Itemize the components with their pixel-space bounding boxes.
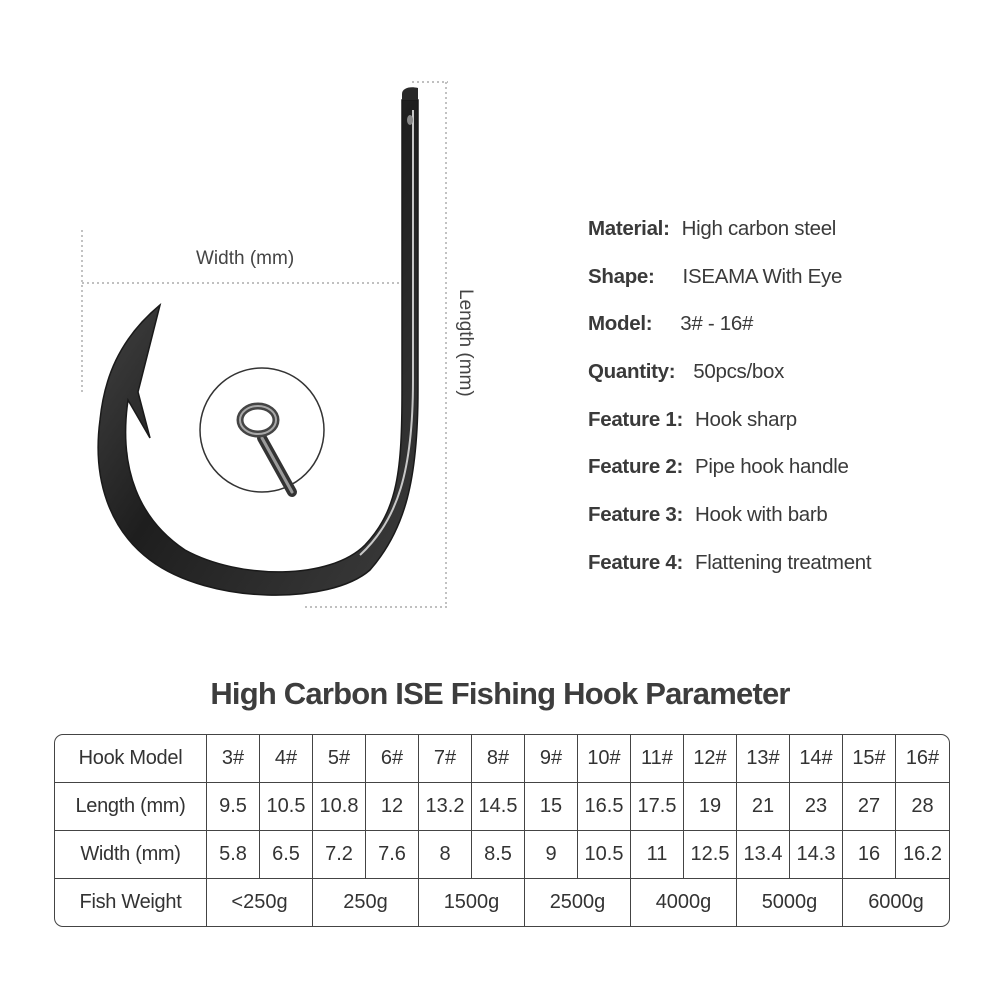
table-cell: 8.5	[472, 831, 525, 879]
table-cell: 2500g	[525, 879, 631, 926]
table-cell: 14.3	[790, 831, 843, 879]
table-cell: 16.2	[896, 831, 949, 879]
table-cell: 6#	[366, 735, 419, 783]
spec-label: Feature 3:	[588, 502, 683, 526]
spec-label: Feature 4:	[588, 550, 683, 574]
table-row-fish-weight	[55, 879, 949, 926]
spec-row	[588, 443, 993, 491]
table-cell: 3#	[207, 735, 260, 783]
spec-value: Pipe hook handle	[694, 455, 849, 479]
table-cell: <250g	[207, 879, 313, 926]
table-title: High Carbon ISE Fishing Hook Parameter	[210, 676, 790, 711]
table-cell: 8#	[472, 735, 525, 783]
hook-diagram	[0, 0, 560, 640]
spec-value: 3# - 16#	[680, 312, 754, 336]
spec-row	[588, 300, 993, 348]
table-row-width	[55, 831, 949, 879]
spec-label: Model:	[588, 312, 653, 336]
table-cell: 17.5	[631, 783, 684, 831]
table-cell: 16#	[896, 735, 949, 783]
table-cell: 13.4	[737, 831, 790, 879]
table-cell: 11#	[631, 735, 684, 783]
table-cell: 16.5	[578, 783, 631, 831]
table-cell: 27	[843, 783, 896, 831]
table-row-length	[55, 783, 949, 831]
spec-value: 50pcs/box	[693, 359, 785, 383]
table-cell: 5.8	[207, 831, 260, 879]
table-cell: 13.2	[419, 783, 472, 831]
table-cell: 19	[684, 783, 737, 831]
row-header: Fish Weight	[55, 879, 207, 926]
table-cell: 10#	[578, 735, 631, 783]
table-cell: 12	[366, 783, 419, 831]
spec-value: ISEAMA With Eye	[682, 264, 843, 288]
spec-value: Flattening treatment	[694, 550, 872, 574]
table-cell: 5#	[313, 735, 366, 783]
table-cell: 12.5	[684, 831, 737, 879]
spec-row	[588, 205, 993, 253]
table-cell: 6.5	[260, 831, 313, 879]
spec-label: Feature 1:	[588, 407, 683, 431]
spec-label: Quantity:	[588, 359, 676, 383]
spec-value: Hook sharp	[694, 407, 797, 431]
table-cell: 1500g	[419, 879, 525, 926]
row-header: Length (mm)	[55, 783, 207, 831]
table-cell: 14#	[790, 735, 843, 783]
table-cell: 4#	[260, 735, 313, 783]
table-cell: 28	[896, 783, 949, 831]
table-cell: 14.5	[472, 783, 525, 831]
table-cell: 15	[525, 783, 578, 831]
table-cell: 8	[419, 831, 472, 879]
width-label: Width (mm)	[196, 248, 295, 269]
row-header: Width (mm)	[55, 831, 207, 879]
table-cell: 5000g	[737, 879, 843, 926]
table-cell: 6000g	[868, 891, 924, 913]
table-cell: 16	[843, 831, 896, 879]
table-cell: 9#	[525, 735, 578, 783]
spec-row	[588, 348, 993, 396]
table-cell: 11	[631, 831, 684, 879]
table-cell: 10.5	[578, 831, 631, 879]
spec-value: High carbon steel	[681, 216, 837, 240]
spec-list	[588, 205, 993, 587]
table-cell: 10.8	[313, 783, 366, 831]
row-header: Hook Model	[55, 735, 207, 783]
table-cell: 7#	[419, 735, 472, 783]
spec-row	[588, 539, 993, 587]
table-cell: 7.6	[366, 831, 419, 879]
spec-row	[588, 491, 993, 539]
table-cell: 7.2	[313, 831, 366, 879]
parameter-table	[54, 734, 950, 927]
table-cell: 12#	[684, 735, 737, 783]
spec-row	[588, 253, 993, 301]
table-cell: 9.5	[207, 783, 260, 831]
table-row-hook-model	[55, 735, 949, 783]
table-cell: 250g	[313, 879, 419, 926]
length-label: Length (mm)	[455, 289, 476, 397]
spec-label: Material:	[588, 216, 670, 240]
table-cell: 9	[525, 831, 578, 879]
hook-eye-detail	[200, 368, 324, 492]
spec-row	[588, 396, 993, 444]
table-cell: 13#	[737, 735, 790, 783]
table-cell: 4000g	[631, 879, 737, 926]
table-cell: 23	[790, 783, 843, 831]
table-cell: 10.5	[260, 783, 313, 831]
spec-label: Feature 2:	[588, 455, 683, 479]
hook-icon	[98, 87, 418, 595]
table-cell: 21	[737, 783, 790, 831]
spec-label: Shape:	[588, 264, 655, 288]
spec-value: Hook with barb	[694, 502, 828, 526]
table-cell: 15#	[843, 735, 896, 783]
